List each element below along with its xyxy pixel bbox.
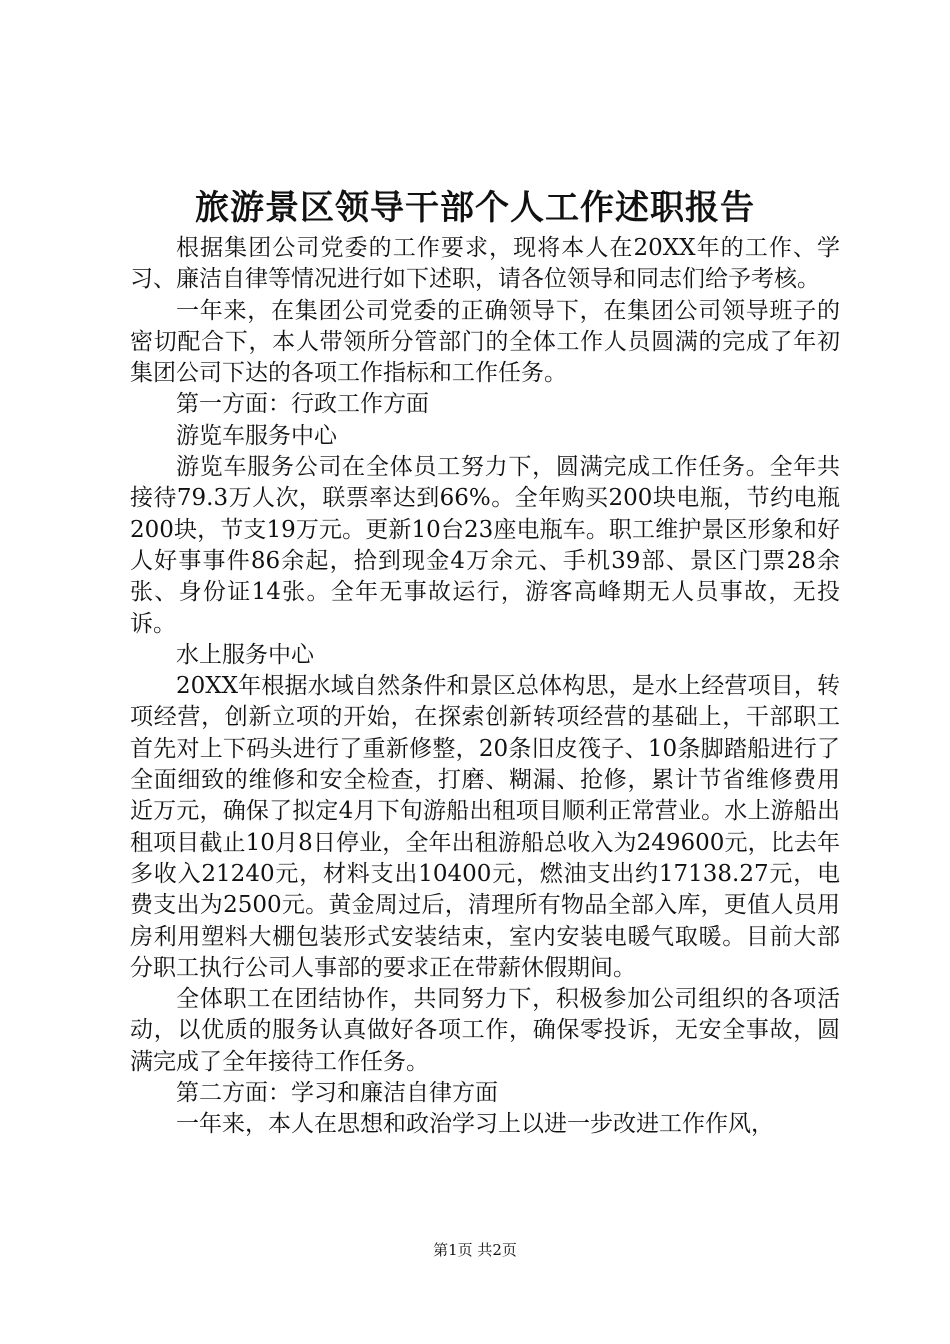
paragraph-study: 一年来，本人在思想和政治学习上以进一步改进工作作风， [176, 1111, 774, 1138]
section-heading-study-integrity: 第二方面：学习和廉洁自律方面 [176, 1080, 498, 1107]
paragraph-sightseeing-vehicle: 游览车服务公司在全体员工努力下，圆满完成工作任务。全年共接待79.3万人次，联票率达到66%。全年购买200块电瓶，节约电瓶200块，节支19万元。更新10台23座电瓶车。职工维护景区形象和好人好事事件86余起，拾到现金4万余元、手机39部、景区门票28余张、身份证14张。全年无事故运行，游客高峰期无人员事故，无投诉。 [130, 454, 840, 637]
page-number-footer: 第1页 共2页 [433, 1241, 517, 1259]
paragraph-water-service: 20XX年根据水域自然条件和景区总体构思，是水上经营项目，转项经营，创新立项的开始，在探索创新转项经营的基础上，干部职工首先对上下码头进行了重新修整，20条旧皮筏子、10条脚踏船进行了全面细致的维修和安全检查，打磨、糊漏、抢修，累计节省维修费用近万元，确保了拟定4月下旬游船出租项目顺利正常营业。水上游船出租项目截止10月8日停业，全年出租游船总收入为249600元，比去年多收入21240元，材料支出10400元，燃油支出约17138.27元，电费支出为2500元。黄金周过后，清理所有物品全部入库，更值人员用房利用塑料大棚包装形式安装结束，室内安装电暖气取暖。目前大部分职工执行公司人事部的要求正在带薪休假期间。 [130, 673, 840, 981]
paragraph-staff-cooperation: 全体职工在团结协作，共同努力下，积极参加公司组织的各项活动，以优质的服务认真做好各项工作，确保零投诉，无安全事故，圆满完成了全年接待工作任务。 [130, 986, 840, 1075]
subsection-heading-water-service: 水上服务中心 [176, 641, 314, 668]
paragraph-overview: 一年来，在集团公司党委的正确领导下，在集团公司领导班子的密切配合下，本人带领所分管部门的全体工作人员圆满的完成了年初集团公司下达的各项工作指标和工作任务。 [130, 297, 840, 387]
section-heading-administration: 第一方面：行政工作方面 [176, 391, 429, 418]
paragraph-intro: 根据集团公司党委的工作要求，现将本人在20XX年的工作、学习、廉洁自律等情况进行如下述职，请各位领导和同志们给予考核。 [130, 235, 840, 293]
subsection-heading-sightseeing-vehicle: 游览车服务中心 [176, 422, 337, 449]
document-title: 旅游景区领导干部个人工作述职报告 [195, 188, 755, 228]
document-body [130, 233, 840, 1141]
